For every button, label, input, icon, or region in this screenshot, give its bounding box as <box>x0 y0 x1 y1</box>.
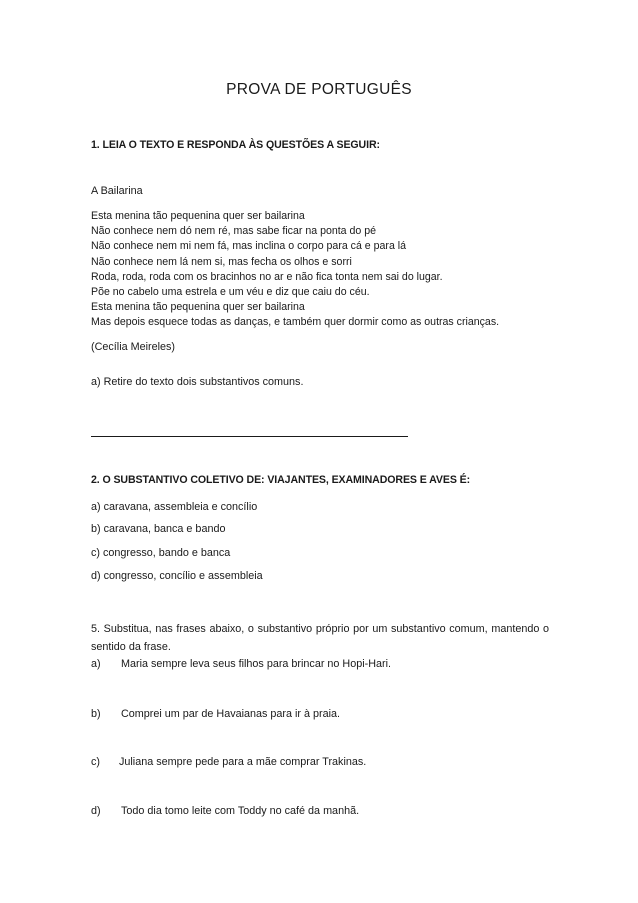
question-2-option-d: d) congresso, concílio e assembleia <box>91 570 263 582</box>
answer-line[interactable] <box>91 436 408 437</box>
poem-line: Esta menina tão pequenina quer ser bailarina <box>91 301 305 314</box>
poem-line: Põe no cabelo uma estrela e um véu e diz que caiu do céu. <box>91 286 370 299</box>
poem-line: Não conhece nem mi nem fá, mas inclina o corpo para cá e para lá <box>91 240 407 253</box>
poem-body <box>91 209 499 331</box>
question-5-item-text: Maria sempre leva seus filhos para brincar no Hopi-Hari. <box>121 658 392 670</box>
page-title: PROVA DE PORTUGUÊS <box>226 81 412 98</box>
question-2-option-b: b) caravana, banca e bando <box>91 523 226 535</box>
question-5-item-letter: a) <box>91 658 101 670</box>
poem-line: Não conhece nem dó nem ré, mas sabe ficar na ponta do pé <box>91 225 377 238</box>
question-5-item-letter: c) <box>91 756 100 768</box>
question-2-option-a: a) caravana, assembleia e concílio <box>91 501 258 513</box>
poem-line: Não conhece nem lá nem si, mas fecha os olhos e sorri <box>91 255 352 268</box>
poem-title: A Bailarina <box>91 185 143 197</box>
question-5-item-text: Juliana sempre pede para a mãe comprar Trakinas. <box>119 756 367 768</box>
poem-line: Roda, roda, roda com os bracinhos no ar e não fica tonta nem sai do lugar. <box>91 270 443 283</box>
question-5-item-text: Todo dia tomo leite com Toddy no café da manhã. <box>121 805 360 817</box>
question-5-item-letter: b) <box>91 708 101 720</box>
poem-line: Esta menina tão pequenina quer ser bailarina <box>91 210 305 222</box>
question-2-heading: 2. O SUBSTANTIVO COLETIVO DE: VIAJANTES, EXAMINADORES E AVES É: <box>91 474 471 486</box>
question-1-heading: 1. LEIA O TEXTO E RESPONDA ÀS QUESTÕES A SEGUIR: <box>91 139 380 151</box>
question-5-statement: 5. Substitua, nas frases abaixo, o substantivo próprio por um substantivo comum, mantendo o sentido da frase. <box>91 623 549 653</box>
question-5-item-letter: d) <box>91 805 101 817</box>
question-1a-text: a) Retire do texto dois substantivos comuns. <box>91 376 304 388</box>
poem-author: (Cecília Meireles) <box>91 341 175 353</box>
question-2-option-c: c) congresso, bando e banca <box>91 547 231 559</box>
poem-line: Mas depois esquece todas as danças, e também quer dormir como as outras crianças. <box>91 316 500 329</box>
question-5-item-text: Comprei um par de Havaianas para ir à praia. <box>121 708 341 720</box>
